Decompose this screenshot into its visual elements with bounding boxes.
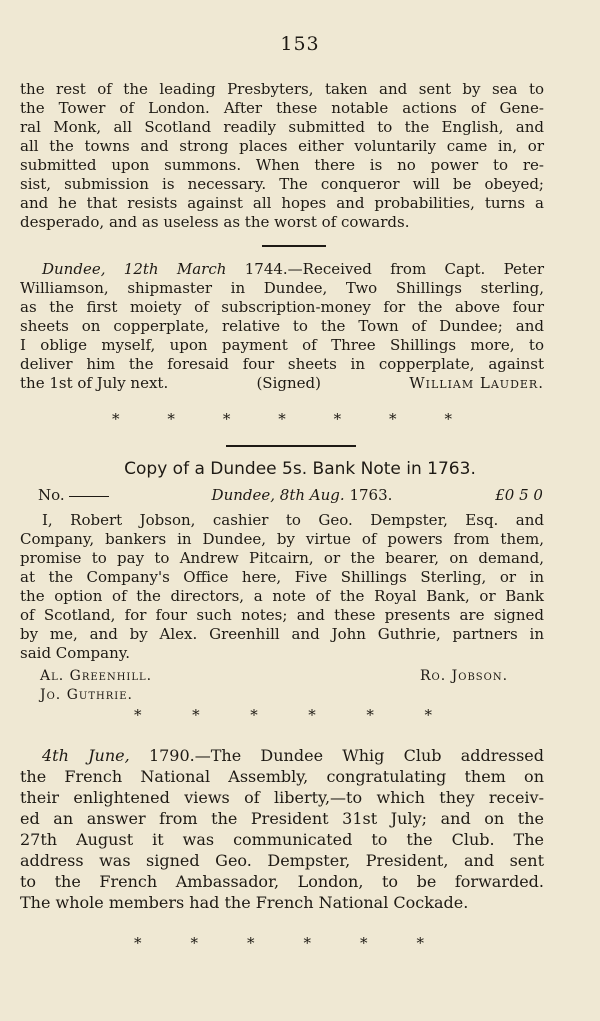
banknote-body [20,511,544,663]
banknote-no-label: No. [38,486,65,504]
asterisk: * [112,410,120,428]
asterisk: * [424,706,432,724]
text-line: 27th August it was communicated to the Club. The [20,830,544,849]
text-line: their enlightened views of liberty,—to which they receiv- [20,788,544,807]
text-line: the rest of the leading Presbyters, taken and sent by sea to [20,80,544,98]
text-line: sheets on copperplate, relative to the Town of Dundee; and [20,317,544,335]
receipt-date-text: the 1st of July next. [20,374,169,392]
signature-guthrie: Jo. Guthrie. [40,687,133,703]
receipt-signed-label: (Signed) [256,374,321,392]
text-line: ed an answer from the President 31st July; and on the [20,809,544,828]
asterisk: * [167,410,175,428]
asterisk: * [134,706,142,724]
text-line: said Company. [20,644,130,662]
section-divider [262,245,326,247]
text-line: sist, submission is necessary. The conqueror will be obeyed; [20,175,544,193]
text-line: submitted upon summons. When there is no power to re- [20,156,544,174]
asterisk: * [308,706,316,724]
whig-first-line [20,745,544,766]
text-line: address was signed Geo. Dempster, President, and sent [20,851,544,870]
whig-date: 4th June, [42,746,130,765]
text-line: of Scotland, for four such notes; and these presents are signed [20,606,544,624]
text-line: and he that resists against all hopes and probabilities, turns a [20,194,544,212]
asterisk: * [134,934,142,952]
paragraph-receipt [20,260,544,393]
text-line: I oblige myself, upon payment of Three Shillings more, to [20,336,544,354]
text-line: the Tower of London. After these notable actions of Gene- [20,99,544,117]
text-line: The whole members had the French National Cockade. [20,893,469,912]
asterisk: * [303,934,311,952]
text-line: by me, and by Alex. Greenhill and John Guthrie, partners in [20,625,544,643]
text-line: promise to pay to Andrew Pitcairn, or the bearer, on demand, [20,549,544,567]
text-line: ral Monk, all Scotland readily submitted to the English, and [20,118,544,136]
asterisk: * [192,706,200,724]
receipt-signature-line [20,374,544,393]
section-divider [226,445,356,447]
text-line: I, Robert Jobson, cashier to Geo. Dempster, Esq. and [42,511,544,529]
asterisk: * [333,410,342,428]
page-number: 153 [280,33,320,55]
paragraph-whig-club [20,745,544,913]
receipt-signer-name: William Lauder. [409,374,544,392]
asterisk: * [222,410,231,428]
asterisk: * [416,934,424,952]
text-line: to the French Ambassador, London, to be forwarded. [20,872,544,891]
asterisk: * [366,706,374,724]
whig-first-rest: 1790.—The Dundee Whig Club addressed [129,746,544,765]
signature-jobson: Ro. Jobson. [420,668,509,684]
banknote-place-date: Dundee, 8th Aug. [211,486,345,504]
banknote-amount: £0 5 0 [495,486,543,504]
text-line: the French National Assembly, congratulating them on [20,767,544,786]
asterisk: * [278,410,286,428]
receipt-first-line [20,260,544,279]
asterisk: * [444,410,452,428]
text-line: Williamson, shipmaster in Dundee, Two Shillings sterling, [20,279,544,297]
receipt-place-date: Dundee, 12th March [42,260,227,278]
asterisk: * [360,934,368,952]
banknote-year: 1763. [349,486,393,504]
text-line: desperado, and as useless as the worst of cowards. [20,213,410,231]
banknote-number [38,486,109,505]
text-line: at the Company's Office here, Five Shillings Sterling, or in [20,568,544,586]
asterisk: * [250,706,258,724]
asterisk: * [190,934,198,952]
text-line: the option of the directors, a note of the Royal Bank, or Bank [20,587,544,605]
text-line: as the first moiety of subscription-money for the above four [20,298,544,316]
banknote-date [212,486,393,505]
signature-greenhill: Al. Greenhill. [40,668,153,684]
text-line: all the towns and strong places either voluntarily came in, or [20,137,544,155]
banknote-header-row [38,486,543,505]
blank-dash [69,496,109,497]
asterisk: * [389,410,397,428]
receipt-first-rest: 1744.—Received from Capt. Peter [226,260,544,278]
text-line: Company, bankers in Dundee, by virtue of powers from them, [20,530,544,548]
asterisk: * [247,934,255,952]
asterisk-row [112,410,452,428]
asterisk-row [134,706,432,724]
paragraph-monk [20,80,544,232]
banknote-heading: Copy of a Dundee 5s. Bank Note in 1763. [124,459,476,479]
asterisk-row [134,934,424,952]
text-line: deliver him the foresaid four sheets in copperplate, against [20,355,544,373]
